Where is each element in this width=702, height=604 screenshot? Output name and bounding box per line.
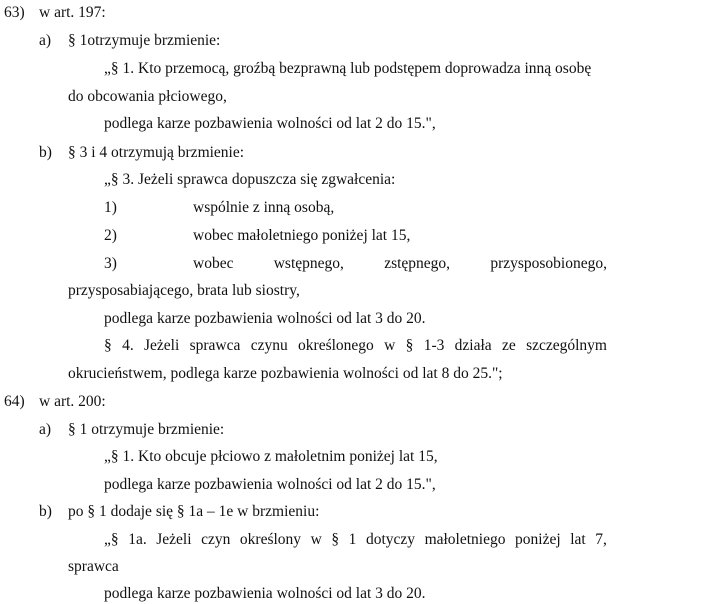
item-heading: w art. 200: [39,393,106,410]
word: działa [454,337,492,354]
paragraph-line: „§ 1. Kto obcuje płciowo z małoletnim poniżej lat 15, [104,448,438,465]
word: 4. [122,337,134,354]
paragraph-line: przysposabiającego, brata lub siostry, [68,282,300,299]
point-text: wspólnie z inną osobą, [193,199,335,216]
item-heading: w art. 197: [39,4,106,21]
word: „§ [104,531,119,548]
item-number: 64) [4,393,25,410]
word: czyn [201,531,231,548]
penalty-line: podlega karze pozbawienia wolności od lat 3 do 20. [104,310,426,327]
point-number: 2) [104,227,117,244]
word: 7, [595,531,607,548]
word: § [331,531,340,548]
paragraph-line: „§ 1. Kto przemocą, groźbą bezprawną lub podstępem doprowadza inną osobę [104,60,592,77]
subitem-letter: a) [39,32,52,49]
word: małoletniego [424,531,506,548]
word: poniżej [515,531,561,548]
word: wobec [193,255,234,272]
paragraph-line: „§ 3. Jeżeli sprawca dopuszcza się zgwałcenia: [104,171,396,188]
word: dotyczy [365,531,416,548]
point-number: 3) [104,255,117,272]
word: czynu [250,337,288,354]
word: w [384,337,396,354]
paragraph-line: do obcowania płciowego, [68,88,227,105]
paragraph-line: sprawca [68,558,119,575]
word: sprawca [189,337,241,354]
penalty-line: podlega karze pozbawienia wolności od lat 2 do 15.", [104,115,436,132]
paragraph-line: okrucieństwem, podlega karze pozbawienia wolności od lat 8 do 25."; [68,365,503,382]
paragraph-line-justified [104,530,607,550]
word: wstępnego, [273,255,344,272]
word: określony [239,531,302,548]
word: 1-3 [423,337,445,354]
word: Jeżeli [156,531,192,548]
word: ze [502,337,516,354]
subitem-letter: a) [39,421,52,438]
subitem-letter: b) [39,503,52,520]
word: 1a. [128,531,147,548]
point-text: wobec małoletniego poniżej lat 15, [193,227,411,244]
subitem-heading: § 1 otrzymuje brzmienie: [68,421,225,438]
word: w [310,531,322,548]
word: lat [570,531,586,548]
word: § [104,337,112,354]
subitem-heading: po § 1 dodaje się § 1a – 1e w brzmieniu: [68,503,320,520]
subitem-heading: § 1otrzymuje brzmienie: [68,32,221,49]
word: 1 [348,531,357,548]
point-text-justified [193,254,607,274]
word: § [405,337,414,354]
word: określonego [298,337,374,354]
word: przysposobionego, [490,255,607,272]
subitem-letter: b) [39,144,52,161]
penalty-line: podlega karze pozbawienia wolności od lat 2 do 15.", [104,476,436,493]
word: Jeżeli [144,337,180,354]
item-number: 63) [4,4,25,21]
word: zstępnego, [384,255,451,272]
paragraph-line-justified [104,336,607,356]
penalty-line: podlega karze pozbawienia wolności od lat 3 do 20. [104,585,426,602]
word: szczególnym [526,337,607,354]
point-number: 1) [104,199,117,216]
subitem-heading: § 3 i 4 otrzymują brzmienie: [68,144,245,161]
